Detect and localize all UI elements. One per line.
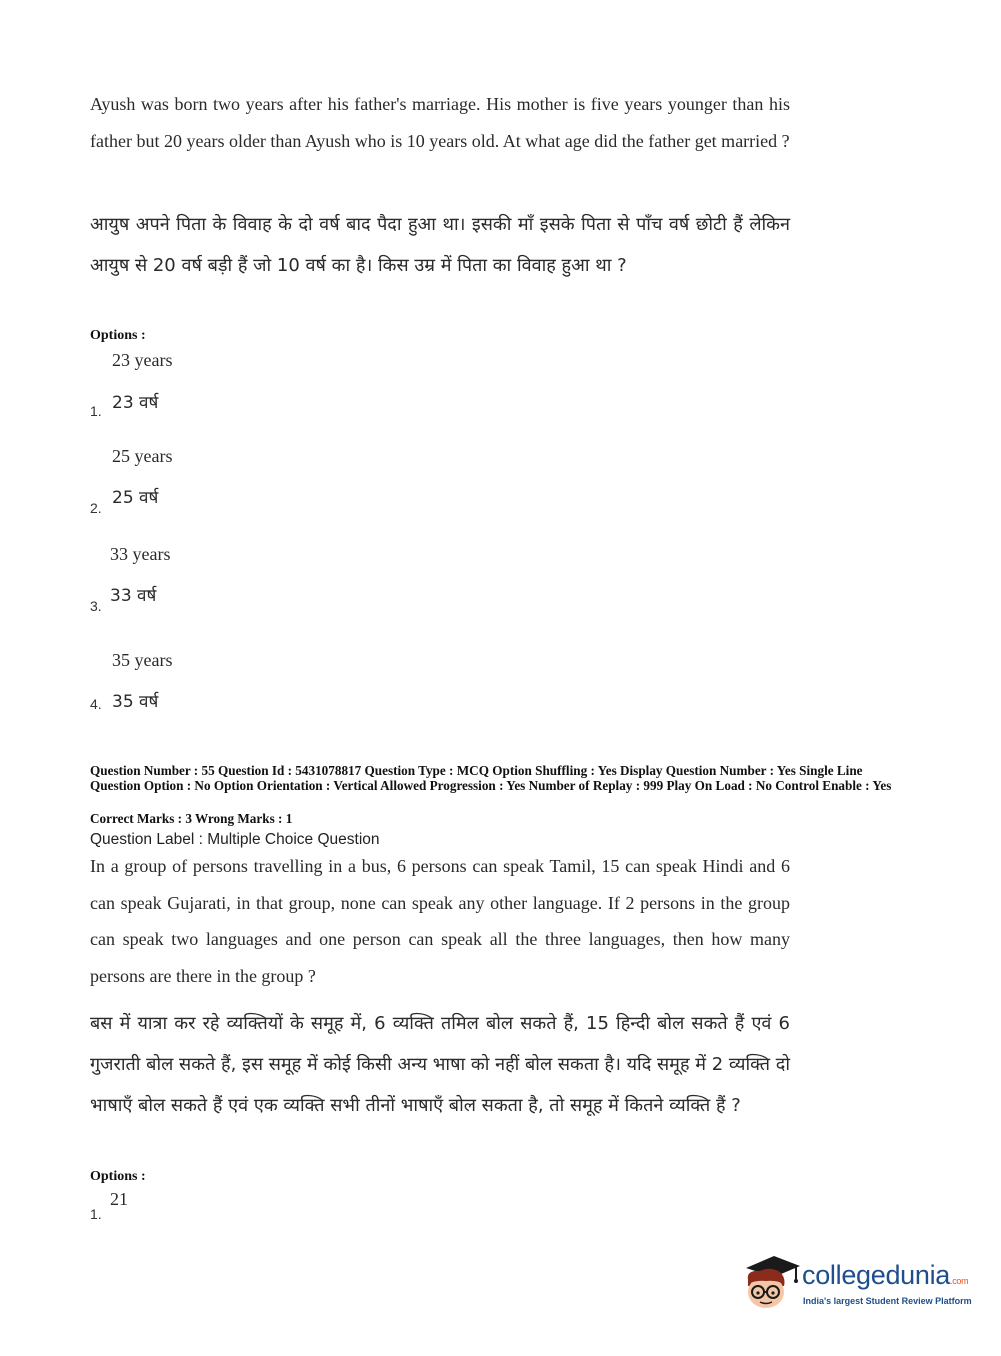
option-4-hindi: 35 वर्ष	[112, 692, 159, 712]
option-55-1-value: 21	[110, 1189, 128, 1209]
option-1-hindi: 23 वर्ष	[112, 393, 159, 413]
option-4-english: 35 years	[112, 650, 173, 670]
option-2-hindi: 25 वर्ष	[112, 488, 159, 508]
collegedunia-logo	[740, 1250, 970, 1314]
question-55-text-hindi: बस में यात्रा कर रहे व्यक्तियों के समूह में, 6 व्यक्ति तमिल बोल सकते हैं, 15 हिन्दी बोल सकते हैं एवं 6 गुजराती बोल सकते हैं, इस समूह में कोई किसी अन्य भाषा को नहीं बोल सकता है। यदि समूह में 2 व्यक्ति दो भाषाएँ बोल सकते हैं एवं एक व्यक्ति सभी तीनों भाषाएँ बोल सकता है, तो समूह में कितने व्यक्ति हैं ?	[90, 1013, 790, 1116]
question-54-text-hindi: आयुष अपने पिता के विवाह के दो वर्ष बाद पैदा हुआ था। इसकी माँ इसके पिता से पाँच वर्ष छोटी हैं लेकिन आयुष से 20 वर्ष बड़ी हैं जो 10 वर्ष का है। किस उम्र में पिता का विवाह हुआ था ?	[90, 214, 790, 276]
option-2-number: 2.	[90, 500, 102, 516]
option-3-number: 3.	[90, 598, 102, 614]
option-3-english: 33 years	[110, 544, 171, 564]
question-54-text-english: Ayush was born two years after his father's marriage. His mother is five years younger than his father but 20 years older than Ayush who is 10 years old. At what age did the father get married ?	[90, 94, 790, 151]
mascot-icon	[740, 1250, 802, 1314]
option-4-number: 4.	[90, 696, 102, 712]
option-1-english: 23 years	[112, 350, 173, 370]
question-55-metadata: Question Number : 55 Question Id : 5431078817 Question Type : MCQ Option Shuffling : Yes Display Question Number : Yes Single Line Question Option : No Option Orientation : Vertical Allowed Progression : Yes Number of Replay : 999 Play On Load : No Control Enable : Yes	[90, 763, 892, 793]
option-1-number: 1.	[90, 403, 102, 419]
question-55-marks: Correct Marks : 3 Wrong Marks : 1	[90, 811, 293, 826]
options-label-55: Options :	[90, 1169, 146, 1184]
option-2-english: 25 years	[112, 446, 173, 466]
options-label: Options :	[90, 328, 146, 343]
logo-tagline: India's largest Student Review Platform	[803, 1296, 972, 1306]
question-55-text-english: In a group of persons travelling in a bus, 6 persons can speak Tamil, 15 can speak Hindi and 6 can speak Gujarati, in that group, none can speak any other language. If 2 persons in the group can speak two languages and one person can speak all the three languages, then how many persons are there in the group ?	[90, 856, 790, 986]
question-55-label: Question Label : Multiple Choice Question	[90, 831, 380, 848]
option-3-hindi: 33 वर्ष	[110, 586, 157, 606]
option-55-1-number: 1.	[90, 1206, 102, 1222]
logo-wordmark: collegedunia.com	[802, 1260, 969, 1290]
